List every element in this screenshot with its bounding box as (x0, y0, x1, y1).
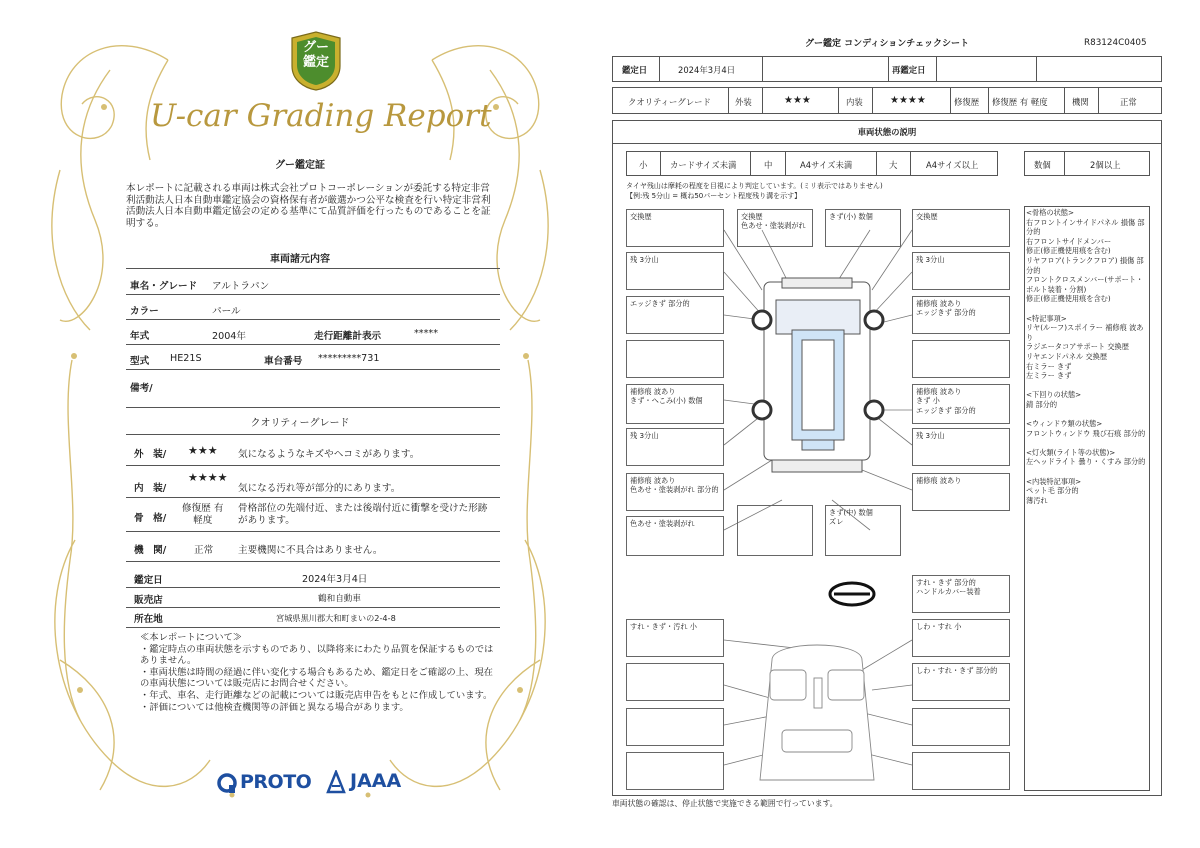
divider (988, 87, 989, 114)
spec-value: *********731 (318, 353, 380, 364)
condition-box: 補修痕 波あり きず・へこみ(小) 数個 (626, 384, 724, 424)
condition-text: 交換歴 (741, 212, 763, 221)
spec-label: 車名・グレード (130, 281, 198, 292)
spec-title: 車両諸元内容 (270, 254, 330, 265)
divider (1064, 87, 1065, 114)
engine-value: 正常 (1120, 97, 1137, 107)
spec-row-year (126, 320, 500, 345)
info-label: 所在地 (134, 614, 163, 625)
note-item: ・車両状態は時間の経過に伴い変化する場合もあるため、鑑定日をご確認の上、現在の車両状態については販売店にお問合せください。 (140, 666, 493, 690)
note-item: ・鑑定時点の車両状態を示すものであり、以降将来にわたり品質を保証するものではありません。 (140, 643, 494, 667)
quality-label: 内 装/ (134, 483, 167, 494)
divider (785, 151, 786, 176)
quality-desc: 骨格部位の先端付近、または後端付近に衝撃を受けた形跡があります。 (238, 503, 488, 526)
divider (888, 56, 889, 82)
tire-note: タイヤ残山は摩耗の程度を目視により判定しています。(ミリ表示ではありません) (626, 182, 883, 190)
note-item: ・評価については他検査機関等の評価と異なる場合があります。 (140, 701, 409, 713)
appraisal-date-row (126, 566, 500, 588)
condition-box: しわ・すれ 小 (912, 619, 1010, 657)
jaaa-logo-icon (326, 770, 346, 794)
size-label: 小 (639, 160, 648, 170)
divider (1098, 87, 1099, 114)
spec-label: 年式 (130, 331, 150, 342)
repair-label: 修復歴 (954, 97, 980, 107)
info-value: 2024年3月4日 (302, 574, 368, 585)
divider (936, 56, 937, 82)
size-desc: カードサイズ未満 (670, 160, 737, 170)
info-label: 販売店 (134, 595, 163, 606)
engine-label: 機関 (1072, 97, 1089, 107)
divider (950, 87, 951, 114)
condition-box (912, 340, 1010, 378)
quality-desc: 気になる汚れ等が部分的にあります。 (238, 483, 401, 494)
condition-notes: <骨格の状態> 右フロントインサイドパネル 損傷 部分的 右フロントサイドメンバー 修正(修正機使用痕を含む) リヤフロア(トランクフロア) 損傷 部分的 フロントクロスメンバー(サポート・ボルト装着・分割) 修正(修正機使用痕を含む) <特記事項> リヤ(ルーフ)スポイラー 補修痕 波あり ラジエータコアサポート 交換歴 リヤエンドパネル 交換歴 右ミラー きず 左ミラー きず <下回りの状態> 錆 部分的 <ウィンドウ類の状態> フロントウィンドウ 飛び石痕 部分的 <灯火類(ライト等の状態)> 左ヘッドライト 曇り・くすみ 部分的 <内装特記事項> ペット毛 部分的 薄汚れ (1026, 208, 1146, 505)
quality-label: 機 関/ (134, 545, 167, 556)
exterior-grade: ★★★ (784, 95, 811, 106)
quality-label: 骨 格/ (134, 513, 167, 524)
quality-grade: 正常 (194, 545, 214, 556)
condition-box: すれ・きず・汚れ 小 (626, 619, 724, 657)
quality-row (126, 534, 500, 562)
tire-example: 【例:残 5分山 = 概ね50パーセント程度残り溝を示す】 (626, 192, 802, 200)
divider (750, 151, 751, 176)
spec-value: ***** (414, 328, 438, 339)
condition-box: しわ・すれ・きず 部分的 (912, 663, 1010, 701)
quality-desc: 主要機関に不具合はありません。 (238, 545, 383, 556)
spec-row-color (126, 295, 500, 320)
condition-box: 交換歴 (626, 209, 724, 247)
address-row (126, 608, 500, 628)
divider (838, 87, 839, 114)
spec-label: 備考/ (130, 383, 153, 394)
state-title: 車両状態の説明 (857, 127, 917, 137)
info-value: 鶴和自動車 (318, 594, 361, 604)
size-label: 大 (889, 160, 898, 170)
spec-value: パール (212, 306, 241, 317)
divider (612, 143, 1162, 144)
condition-box: 補修痕 波あり きず 小 エッジきず 部分的 (912, 384, 1010, 424)
condition-box: すれ・きず 部分的 ハンドルカバー装着 (912, 575, 1010, 613)
quality-label: 外 装/ (134, 449, 167, 460)
condition-box (626, 663, 724, 701)
report-title: U-car Grading Report (150, 98, 492, 134)
spec-label: カラー (130, 306, 159, 317)
divider (728, 87, 729, 114)
divider (660, 151, 661, 176)
condition-box (737, 505, 813, 556)
spec-label: 走行距離計表示 (314, 331, 382, 342)
condition-box (737, 209, 813, 247)
condition-box: きず(中) 数個 ズレ (825, 505, 901, 556)
notes-title: ≪本レポートについて≫ (140, 632, 243, 643)
condition-box (626, 752, 724, 790)
divider (1036, 56, 1037, 82)
divider (762, 56, 763, 82)
jaaa-logo: JAAA (350, 770, 402, 792)
condition-box: 残 3分山 (626, 428, 724, 466)
reappraisal-label: 再鑑定日 (892, 65, 926, 75)
info-label: 鑑定日 (134, 575, 163, 586)
certificate-title: グー鑑定証 (275, 160, 325, 171)
condition-box: 補修痕 波あり エッジきず 部分的 (912, 296, 1010, 334)
proto-logo-icon (217, 773, 239, 795)
interior-grade: ★★★★ (890, 95, 926, 106)
quality-row (126, 468, 500, 498)
condition-box: 残 3分山 (912, 252, 1010, 290)
quality-grade: 修復歴 有 軽度 (182, 503, 224, 526)
info-value: 宮城県黒川郡大和町まいの2-4-8 (276, 613, 396, 623)
count-label: 数個 (1034, 160, 1051, 170)
divider (126, 434, 500, 435)
footer-note: 車両状態の確認は、停止状態で実施できる範囲で行っています。 (612, 799, 838, 808)
spec-label: 車台番号 (264, 356, 303, 367)
sheet-title: グー鑑定 コンディションチェックシート (805, 39, 969, 49)
condition-box (626, 340, 724, 378)
condition-box (626, 708, 724, 746)
condition-box: 色あせ・塗装剥がれ (626, 516, 724, 556)
note-item: ・年式、車名、走行距離などの記載については販売店申告をもとに作成しています。 (140, 689, 493, 701)
spec-row-name (126, 270, 500, 295)
quality-grade: ★★★★ (188, 471, 228, 484)
quality-desc: 気になるようなキズやヘコミがあります。 (238, 449, 420, 460)
spec-row-model (126, 345, 500, 370)
condition-text: 色あせ・塗装剥がれ (741, 221, 806, 231)
condition-box: 交換歴 (912, 209, 1010, 247)
dealer-row (126, 588, 500, 608)
quality-grade-label: クオリティーグレード (628, 97, 711, 107)
exterior-label: 外装 (735, 97, 752, 107)
divider (659, 56, 660, 82)
condition-box: 残 3分山 (912, 428, 1010, 466)
divider (1064, 151, 1065, 176)
divider (876, 151, 877, 176)
spec-row-remarks (126, 372, 500, 408)
divider (126, 268, 500, 269)
condition-box: 残 3分山 (626, 252, 724, 290)
size-label: 中 (764, 160, 773, 170)
report-notes (140, 632, 495, 713)
size-desc: A4サイズ未満 (800, 160, 853, 170)
quality-row (126, 500, 500, 532)
certificate-intro: 本レポートに記載される車両は株式会社プロトコーポレーションが委託する特定非営利活動法人日本自動車鑑定協会の資格保有者が厳選かつ公平な検査を行い特定非営利活動法人日本自動車鑑定協会の定める基準にて品質評価を行ったものであることを証明する。 (126, 183, 491, 229)
quality-title: クオリティーグレード (250, 418, 350, 429)
condition-box: 補修痕 波あり (912, 473, 1010, 511)
size-desc: A4サイズ以上 (926, 160, 979, 170)
spec-value: アルトラパン (212, 281, 270, 292)
spec-value: HE21S (170, 353, 202, 364)
condition-box: エッジきず 部分的 (626, 296, 724, 334)
repair-value: 修復歴 有 軽度 (992, 97, 1048, 107)
spec-value: 2004年 (212, 331, 247, 342)
condition-box (912, 708, 1010, 746)
condition-box: きず(小) 数個 (825, 209, 901, 247)
condition-box (912, 752, 1010, 790)
divider (762, 87, 763, 114)
count-value: 2個以上 (1090, 160, 1121, 170)
interior-label: 内装 (846, 97, 863, 107)
divider (910, 151, 911, 176)
document-id: R83124C0405 (1084, 38, 1147, 48)
quality-row (126, 438, 500, 466)
quality-grade: ★★★ (188, 444, 218, 457)
proto-logo: PROTO (240, 771, 312, 793)
divider (872, 87, 873, 114)
spec-label: 型式 (130, 356, 150, 367)
date-label: 鑑定日 (622, 65, 648, 75)
date-value: 2024年3月4日 (678, 65, 736, 75)
badge-text: グー 鑑定 (302, 40, 329, 70)
condition-box: 補修痕 波あり 色あせ・塗装剥がれ 部分的 (626, 473, 724, 511)
